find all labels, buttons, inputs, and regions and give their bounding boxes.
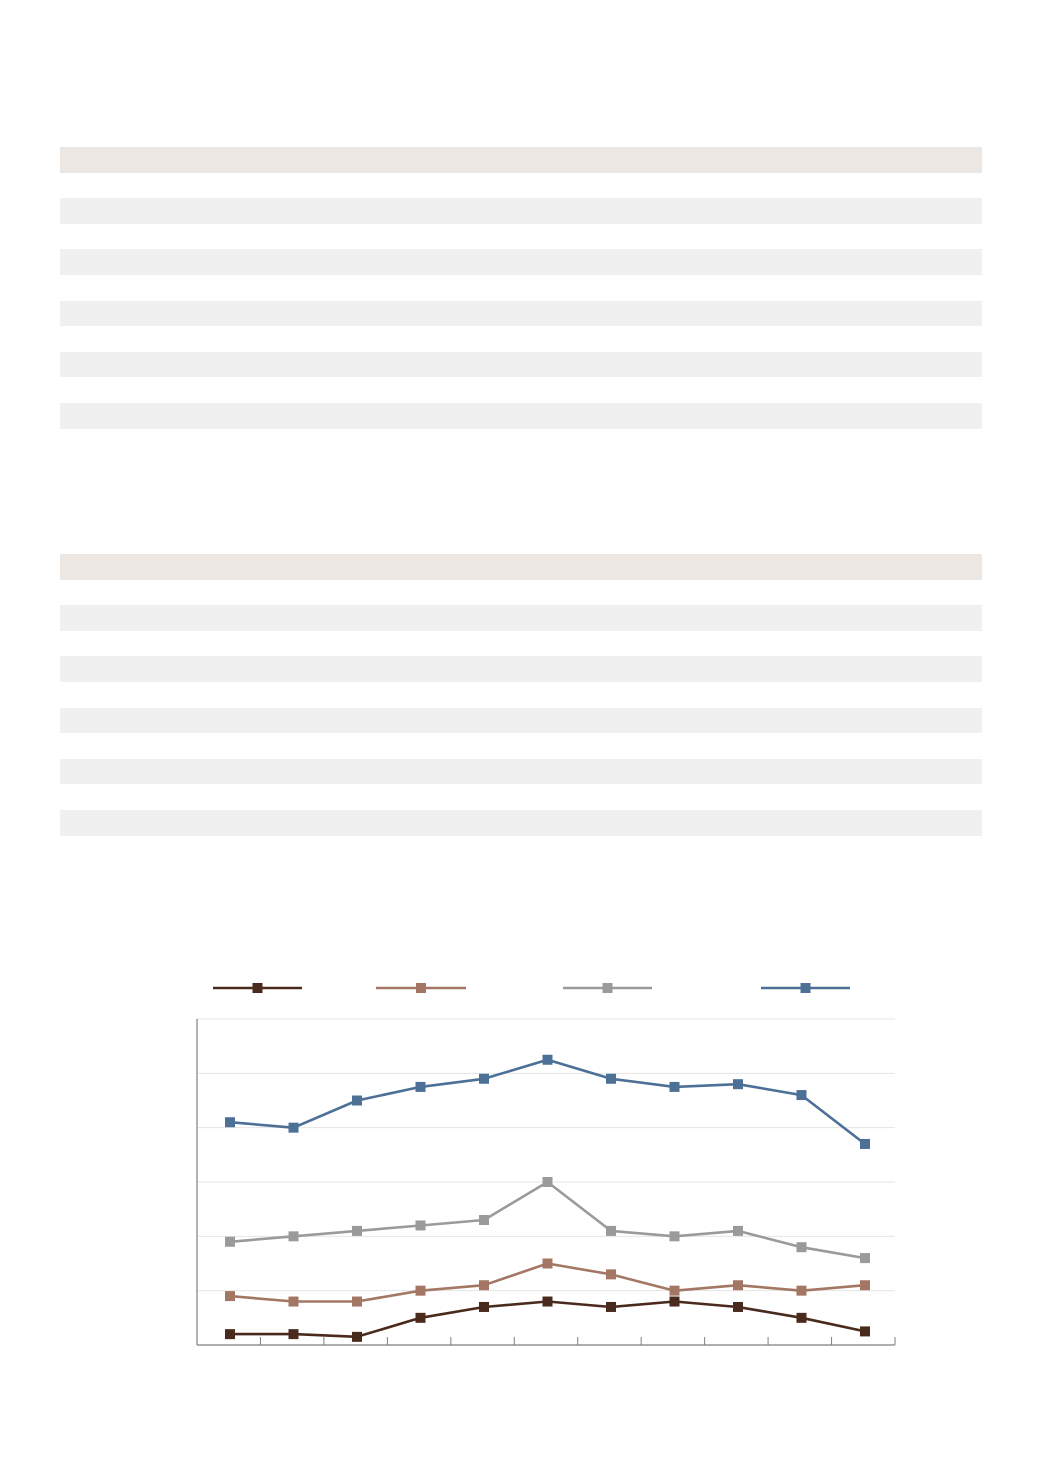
data-point	[416, 1286, 426, 1296]
data-point	[860, 1280, 870, 1290]
data-point	[479, 1215, 489, 1225]
data-point	[416, 1313, 426, 1323]
legend-entry	[563, 983, 652, 993]
series-1	[225, 1297, 870, 1342]
data-point	[606, 1269, 616, 1279]
data-point	[289, 1329, 299, 1339]
data-point	[797, 1242, 807, 1252]
legend-entry	[213, 983, 302, 993]
data-point	[225, 1237, 235, 1247]
data-point	[225, 1291, 235, 1301]
data-point	[543, 1055, 553, 1065]
data-point	[606, 1302, 616, 1312]
data-point	[860, 1253, 870, 1263]
chart-legend	[213, 983, 850, 993]
data-point	[860, 1139, 870, 1149]
data-point	[797, 1286, 807, 1296]
data-point	[479, 1074, 489, 1084]
data-point	[352, 1297, 362, 1307]
data-point	[289, 1123, 299, 1133]
data-point	[797, 1090, 807, 1100]
data-point	[670, 1297, 680, 1307]
data-point	[670, 1082, 680, 1092]
data-point	[733, 1079, 743, 1089]
data-point	[733, 1302, 743, 1312]
chart-series	[225, 1055, 870, 1342]
data-point	[543, 1259, 553, 1269]
data-point	[352, 1226, 362, 1236]
legend-marker	[416, 983, 426, 993]
data-point	[797, 1313, 807, 1323]
legend-entry	[761, 983, 850, 993]
data-point	[225, 1329, 235, 1339]
data-point	[352, 1096, 362, 1106]
data-point	[479, 1280, 489, 1290]
data-point	[352, 1332, 362, 1342]
data-point	[416, 1082, 426, 1092]
series-4	[225, 1055, 870, 1149]
data-point	[479, 1302, 489, 1312]
legend-marker	[801, 983, 811, 993]
data-point	[860, 1326, 870, 1336]
legend-entry	[376, 983, 466, 993]
data-point	[543, 1177, 553, 1187]
data-point	[606, 1074, 616, 1084]
data-point	[733, 1226, 743, 1236]
data-point	[670, 1286, 680, 1296]
legend-marker	[253, 983, 263, 993]
legend-marker	[603, 983, 613, 993]
data-point	[416, 1220, 426, 1230]
data-point	[289, 1297, 299, 1307]
data-point	[225, 1117, 235, 1127]
data-point	[289, 1231, 299, 1241]
series-line	[230, 1182, 865, 1258]
data-point	[606, 1226, 616, 1236]
data-point	[543, 1297, 553, 1307]
series-line	[230, 1264, 865, 1302]
series-line	[230, 1060, 865, 1144]
series-line	[230, 1302, 865, 1337]
data-point	[733, 1280, 743, 1290]
series-3	[225, 1177, 870, 1263]
data-point	[670, 1231, 680, 1241]
